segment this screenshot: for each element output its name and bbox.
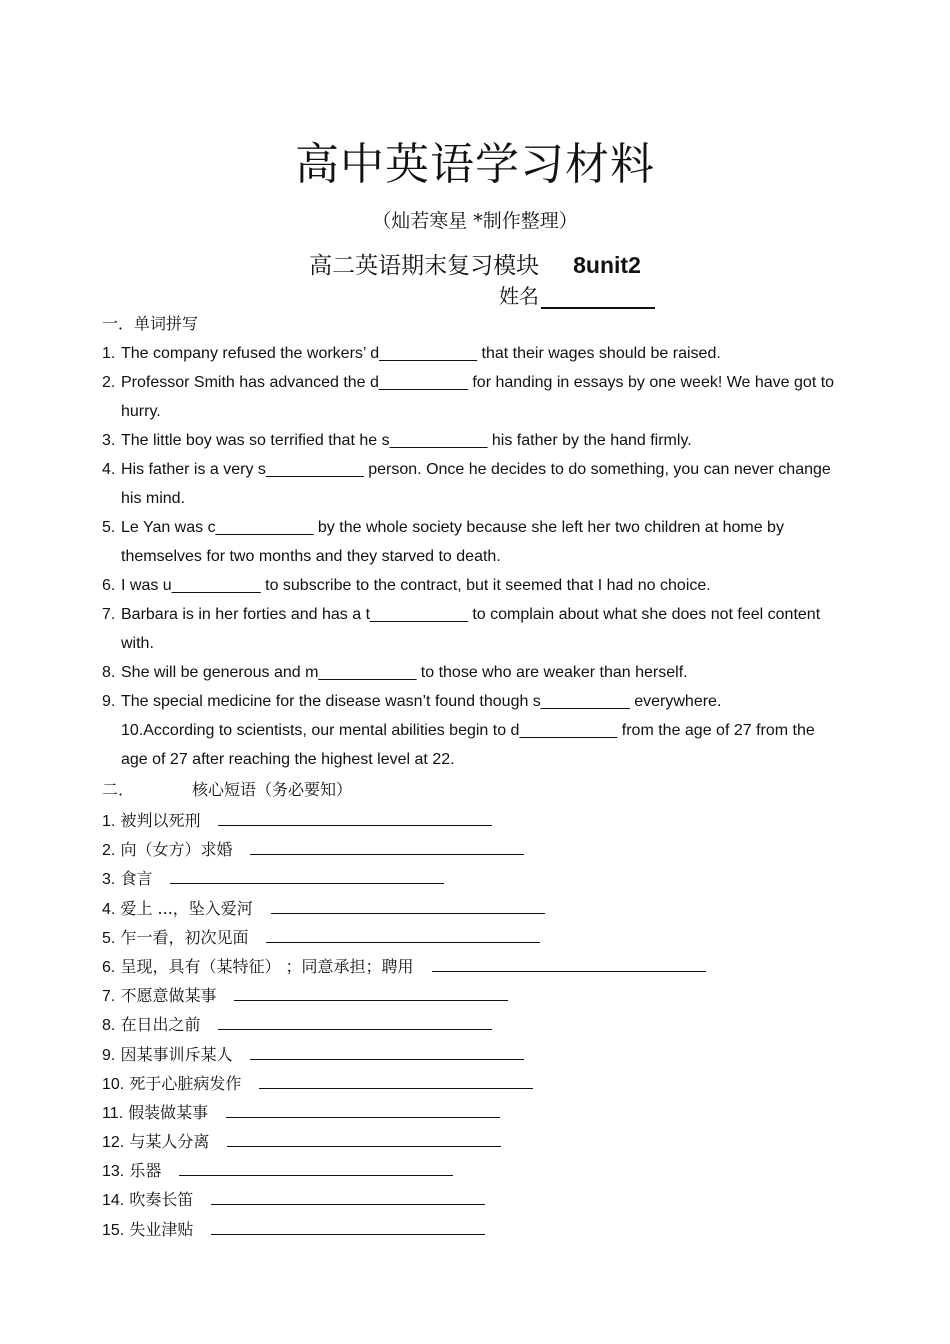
- item-number: 4.: [102, 461, 116, 478]
- spelling-item: [102, 600, 842, 658]
- item-number: 11.: [102, 1104, 124, 1122]
- item-number: 6.: [102, 958, 116, 976]
- item-text: The special medicine for the disease wasn’t found though s__________ everywhere.: [121, 693, 722, 710]
- item-number: 3.: [102, 432, 116, 449]
- item-text: She will be generous and m___________ to those who are weaker than herself.: [121, 664, 688, 681]
- credit-line: （灿若寒星 *制作整理）: [372, 210, 578, 232]
- item-text: His father is a very s___________ person. Once he decides to do something, you can never change his mind.: [121, 461, 831, 507]
- answer-blank[interactable]: [179, 1161, 453, 1176]
- item-number: 4.: [102, 900, 116, 918]
- phrase-text: 不愿意做某事: [120, 986, 217, 1006]
- page-title: 高中英语学习材料: [295, 139, 655, 190]
- item-number: 7.: [102, 606, 116, 623]
- phrase-text: 失业津贴: [129, 1219, 194, 1239]
- item-text: The little boy was so terrified that he s___________ his father by the hand firmly.: [121, 432, 692, 449]
- phrase-item: [102, 981, 842, 1010]
- item-number: 3.: [102, 871, 116, 889]
- answer-blank[interactable]: [218, 811, 492, 826]
- item-number: 10.: [121, 722, 144, 739]
- spelling-item: [102, 339, 842, 368]
- answer-blank[interactable]: [250, 1045, 524, 1060]
- phrase-text: 食言: [120, 869, 153, 889]
- answer-blank[interactable]: [211, 1190, 485, 1205]
- subtitle-text: 高二英语期末复习模块: [309, 253, 540, 279]
- answer-blank[interactable]: [259, 1074, 533, 1089]
- item-number: 9.: [102, 1046, 116, 1064]
- name-blank[interactable]: [541, 289, 655, 309]
- phrase-item: [102, 1127, 842, 1156]
- spelling-item: [102, 716, 842, 774]
- answer-blank[interactable]: [250, 840, 524, 855]
- item-number: 8.: [102, 664, 116, 681]
- section2-heading-text: 核心短语（务必要知）: [192, 780, 353, 799]
- name-label: 姓名: [499, 284, 539, 308]
- item-text: According to scientists, our mental abilities begin to d___________ from the age of 27 from the age of 27 after reaching the highest level at 22.: [121, 722, 815, 768]
- phrase-text: 乍一看，初次见面: [120, 927, 249, 947]
- phrase-item: [102, 806, 842, 835]
- section2-heading-num: 二．: [102, 780, 135, 799]
- phrase-text: 因某事训斥某人: [120, 1044, 233, 1064]
- phrase-item: [102, 1098, 842, 1127]
- section1-heading: 一．单词拼写: [102, 314, 199, 333]
- answer-blank[interactable]: [218, 1015, 492, 1030]
- name-field: [499, 280, 655, 309]
- item-number: 15.: [102, 1221, 125, 1239]
- item-text: Le Yan was c___________ by the whole society because she left her two children at home by themselves for two months and they starved to death.: [121, 519, 784, 565]
- answer-blank[interactable]: [170, 869, 444, 884]
- phrase-item: [102, 1215, 842, 1244]
- phrase-text: 乐器: [129, 1161, 162, 1181]
- item-text: Professor Smith has advanced the d__________ for handing in essays by one week! We have got to hurry.: [121, 374, 835, 420]
- item-number: 12.: [102, 1134, 125, 1152]
- spelling-item: [102, 658, 842, 687]
- subtitle-code: 8unit2: [573, 252, 641, 278]
- phrase-item: [102, 1185, 842, 1214]
- item-number: 6.: [102, 577, 116, 594]
- answer-blank[interactable]: [266, 928, 540, 943]
- item-number: 2.: [102, 842, 116, 860]
- phrase-item: [102, 1040, 842, 1069]
- item-number: 1.: [102, 345, 116, 362]
- spelling-item: [102, 368, 842, 426]
- item-number: 13.: [102, 1163, 125, 1181]
- section2-heading: [102, 777, 352, 800]
- answer-blank[interactable]: [211, 1220, 485, 1235]
- phrase-text: 吹奏长笛: [129, 1190, 194, 1210]
- phrase-text: 假装做某事: [128, 1102, 209, 1122]
- item-number: 2.: [102, 374, 116, 391]
- phrase-item: [102, 923, 842, 952]
- spelling-item: [102, 426, 842, 455]
- phrase-item: [102, 864, 842, 893]
- phrase-text: 呈现，具有（某特征） ；同意承担；聘用: [120, 956, 414, 976]
- item-number: 1.: [102, 813, 116, 830]
- item-number: 8.: [102, 1017, 116, 1035]
- item-number: 5.: [102, 929, 116, 947]
- item-text: The company refused the workers’ d___________ that their wages should be raised.: [121, 345, 721, 362]
- answer-blank[interactable]: [227, 1132, 501, 1147]
- phrase-text: 向（女方）求婚: [120, 840, 233, 860]
- phrase-list: [102, 806, 842, 1244]
- item-number: 14.: [102, 1192, 125, 1210]
- item-text: I was u__________ to subscribe to the contract, but it seemed that I had no choice.: [121, 577, 711, 594]
- spelling-item: [102, 513, 842, 571]
- phrase-item: [102, 835, 842, 864]
- item-number: 9.: [102, 693, 116, 710]
- phrase-text: 在日出之前: [120, 1015, 201, 1035]
- phrase-text: 爱上 ...，坠入爱河: [120, 898, 253, 918]
- spelling-item: [102, 687, 842, 716]
- subtitle: [0, 247, 950, 280]
- phrase-item: [102, 1010, 842, 1039]
- spelling-item: [102, 455, 842, 513]
- phrase-text: 死于心脏病发作: [129, 1073, 242, 1093]
- item-number: 7.: [102, 988, 116, 1006]
- answer-blank[interactable]: [271, 899, 545, 914]
- phrase-item: [102, 952, 842, 981]
- item-number: 5.: [102, 519, 116, 536]
- phrase-text: 与某人分离: [129, 1132, 210, 1152]
- item-text: Barbara is in her forties and has a t___________ to complain about what she does not feel content with.: [121, 606, 821, 652]
- answer-blank[interactable]: [234, 986, 508, 1001]
- answer-blank[interactable]: [432, 957, 706, 972]
- phrase-item: [102, 894, 842, 923]
- phrase-text: 被判以死刑: [120, 811, 201, 830]
- spelling-item: [102, 571, 842, 600]
- phrase-item: [102, 1069, 842, 1098]
- word-spelling-list: [102, 339, 842, 774]
- phrase-item: [102, 1156, 842, 1185]
- item-number: 10.: [102, 1075, 125, 1093]
- answer-blank[interactable]: [226, 1103, 500, 1118]
